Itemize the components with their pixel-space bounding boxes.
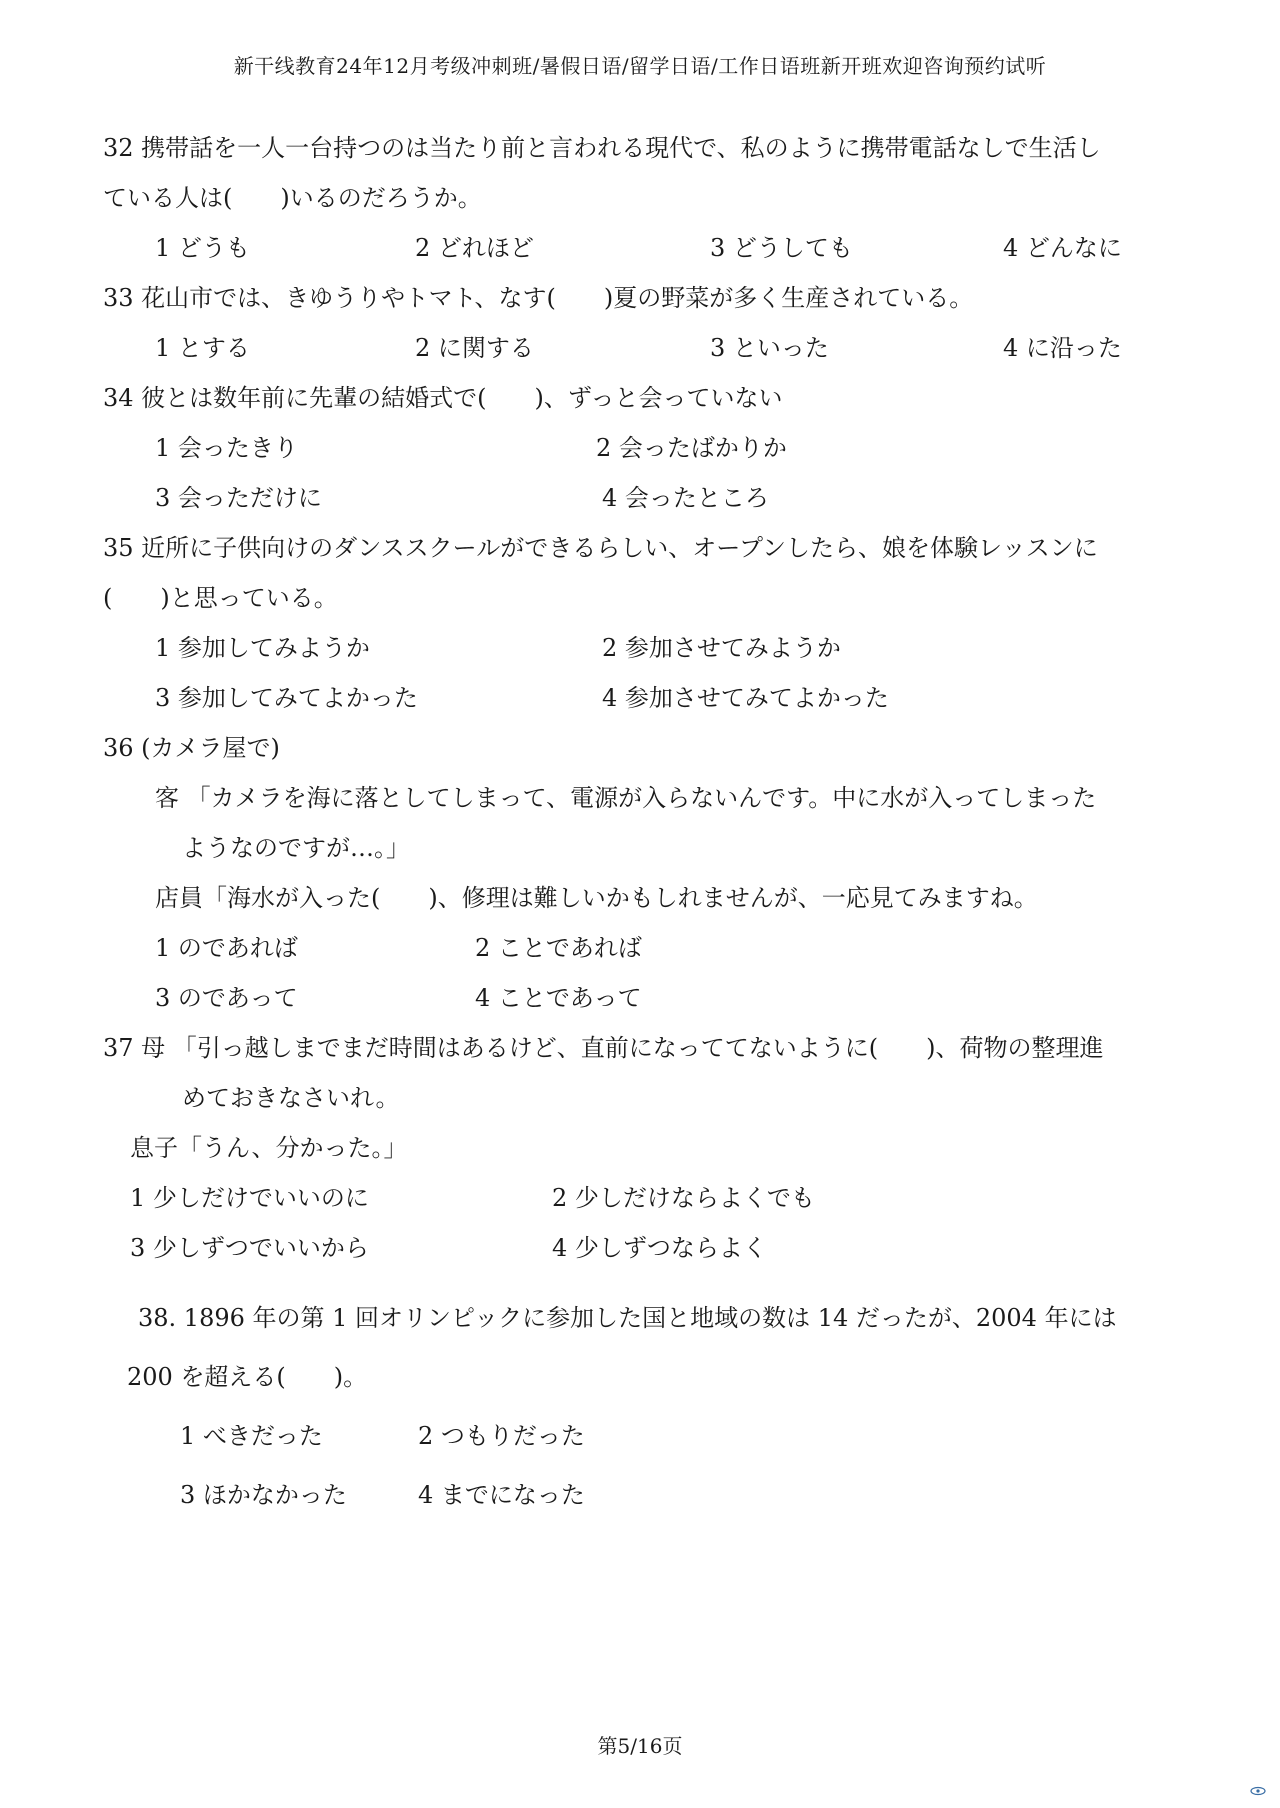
question-37-option-1: 1 少しだけでいいのに [130, 1184, 369, 1212]
question-33-stem-line-1: 33 花山市では、きゆうりやトマト、なす( )夏の野菜が多く生産されている。 [103, 284, 974, 312]
question-38-option-3: 3 ほかなかった [180, 1481, 347, 1509]
question-34-option-2: 2 会ったばかりか [596, 434, 787, 462]
question-37-stem-line-1: 37 母 「引っ越しまでまだ時間はあるけど、直前になっててないように( )、荷物の整理進 [103, 1034, 1104, 1062]
question-35-stem-line-2: ( )と思っている。 [103, 584, 338, 612]
question-38-stem-line-1: 38. 1896 年の第 1 回オリンピックに参加した国と地域の数は 14 だったが、2004 年には [138, 1304, 1117, 1332]
question-34-option-1: 1 会ったきり [155, 434, 298, 462]
question-36-option-3: 3 のであって [155, 984, 298, 1012]
question-36-stem-line-1: 36 (カメラ屋で) [103, 734, 280, 762]
question-33-option-4: 4 に沿った [1003, 334, 1122, 362]
question-35-option-1: 1 参加してみようか [155, 634, 370, 662]
page-header: 新干线教育24年12月考级冲刺班/暑假日语/留学日语/工作日语班新开班欢迎咨询预约试听 [233, 54, 1047, 78]
question-35-option-3: 3 参加してみてよかった [155, 684, 418, 712]
question-32-option-3: 3 どうしても [710, 234, 853, 262]
question-37-stem-line-2: めておきなさいれ。 [182, 1084, 400, 1112]
watermark-logo-icon [1250, 1786, 1266, 1796]
question-36-customer-line-1: 客 「カメラを海に落としてしまって、電源が入らないんです。中に水が入ってしまった [155, 784, 1097, 812]
page-number: 第5/16页 [597, 1734, 683, 1758]
question-35-stem-line-1: 35 近所に子供向けのダンススクールができるらしい、オープンしたら、娘を体験レッスンに [103, 534, 1098, 562]
question-34-stem-line-1: 34 彼とは数年前に先輩の結婚式で( )、ずっと会っていない [103, 384, 783, 412]
question-32-option-4: 4 どんなに [1003, 234, 1122, 262]
question-38-option-1: 1 べきだった [180, 1422, 323, 1450]
question-38-option-2: 2 つもりだった [418, 1422, 585, 1450]
question-37-option-4: 4 少しずつならよく [552, 1234, 767, 1262]
question-34-option-4: 4 会ったところ [602, 484, 769, 512]
question-36-option-2: 2 ことであれば [475, 934, 642, 962]
question-35-option-2: 2 参加させてみようか [602, 634, 841, 662]
question-37-son-line: 息子「うん、分かった。」 [130, 1134, 408, 1162]
question-38-option-4: 4 までになった [418, 1481, 585, 1509]
question-36-customer-line-2: ようなのですが…。」 [182, 834, 410, 862]
question-33-option-1: 1 とする [155, 334, 250, 362]
question-32-stem-line-1: 32 携帯話を一人一台持つのは当たり前と言われる現代で、私のように携帯電話なしで生活し [103, 134, 1101, 162]
question-34-option-3: 3 会っただけに [155, 484, 322, 512]
question-33-option-2: 2 に関する [415, 334, 534, 362]
question-32-option-1: 1 どうも [155, 234, 250, 262]
question-35-option-4: 4 参加させてみてよかった [602, 684, 889, 712]
question-37-option-2: 2 少しだけならよくでも [552, 1184, 815, 1212]
question-32-option-2: 2 どれほど [415, 234, 534, 262]
question-32-stem-line-2: ている人は( )いるのだろうか。 [103, 184, 482, 212]
question-36-option-1: 1 のであれば [155, 934, 298, 962]
question-38-stem-line-2: 200 を超える( )。 [127, 1363, 368, 1391]
question-37-option-3: 3 少しずつでいいから [130, 1234, 369, 1262]
question-36-option-4: 4 ことであって [475, 984, 642, 1012]
question-36-clerk-line: 店員「海水が入った( )、修理は難しいかもしれませんが、一応見てみますね。 [155, 884, 1038, 912]
question-33-option-3: 3 といった [710, 334, 829, 362]
